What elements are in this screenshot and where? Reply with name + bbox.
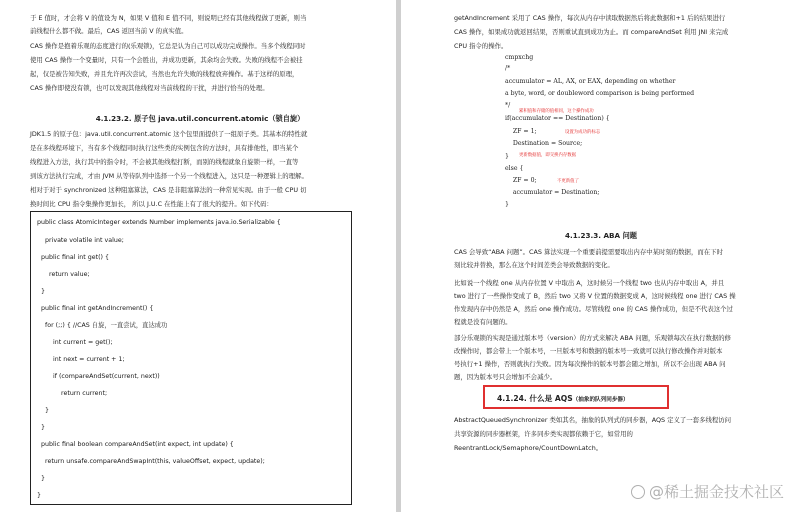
asm-line: */ bbox=[505, 102, 511, 109]
right-page bbox=[401, 0, 798, 512]
juejin-logo-icon bbox=[631, 485, 645, 499]
left-intro-line-1: 于 E 值时，才会将 V 的值设为 N，如果 V 值和 E 值不同，则说明已经有其他线程做了更新，则当 bbox=[30, 14, 307, 22]
atomic-line-2: 是在多线程环境下，当有多个线程同时执行这些类的实例包含的方法时，具有排他性，即当某个 bbox=[30, 144, 299, 152]
aba-line-6: 程就是没有问题的。 bbox=[454, 318, 512, 326]
asm-note-success: 设置为成功的标志 bbox=[565, 130, 601, 135]
asm-line: ZF = 0; bbox=[505, 177, 537, 184]
atomic-line-5: 相对于对于 synchronized 这种阻塞算法，CAS 是非阻塞算法的一种常见实现。由于一般 CPU 切 bbox=[30, 186, 307, 194]
code-line: return unsafe.compareAndSwapInt(this, valueOffset, expect, update); bbox=[37, 458, 265, 465]
asm-line: if(accumulator == Destination) { bbox=[505, 115, 610, 122]
code-block bbox=[30, 211, 352, 505]
code-line: if (compareAndSet(current, next)) bbox=[37, 373, 160, 380]
aba-line-5: 作发现内存中仍然是 A，然后 one 操作成功。尽管线程 one 的 CAS 操作成功，但是不代表这个过 bbox=[454, 305, 733, 313]
asm-line: } bbox=[505, 153, 509, 160]
code-line: } bbox=[37, 407, 50, 414]
aqs-line-3: ReentrantLock/Semaphore/CountDownLatch。 bbox=[454, 444, 603, 452]
code-line: } bbox=[37, 492, 42, 499]
aba-line-10: 题，因为版本号只会增加不会减少。 bbox=[454, 373, 557, 381]
right-intro-line-1: getAndIncrement 采用了 CAS 操作，每次从内存中读取数据然后将此数据和+1 后的结果进行 bbox=[454, 14, 726, 22]
left-intro-line-2: 前线程什么都不做。最后，CAS 返回当前 V 的真实值。 bbox=[30, 27, 188, 35]
aba-line-4: two 进行了一些操作变成了 B，然后 two 又将 V 位置的数据变成 A，这时候线程 one 进行 CAS 操 bbox=[454, 292, 736, 300]
left-intro-line-3: CAS 操作是抱着乐观的态度进行的(乐观锁)，它总是认为自己可以成功完成操作。当多个线程同时 bbox=[30, 42, 306, 50]
aqs-heading-subtitle: （抽象的队列同步器） bbox=[572, 397, 629, 403]
code-line: public final boolean compareAndSet(int expect, int update) { bbox=[37, 441, 234, 448]
code-line: } bbox=[37, 424, 46, 431]
section-heading-atomic: 4.1.23.2. 原子包 java.util.concurrent.atomic（锁自旋） bbox=[95, 114, 305, 123]
aba-line-7: 部分乐观锁的实现是通过版本号（version）的方式来解决 ABA 问题，乐观锁每次在执行数据的修 bbox=[454, 334, 732, 342]
cmpxchg-pseudocode bbox=[505, 52, 705, 208]
asm-line: ZF = 1; bbox=[505, 128, 537, 135]
right-intro-line-2: CAS 操作，如果成功就返回结果，否则重试直到成功为止。而 compareAndSet 利用 JNI 来完成 bbox=[454, 28, 729, 36]
code-line: private volatile int value; bbox=[37, 237, 124, 244]
code-line: public class AtomicInteger extends Number implements java.io.Serializable { bbox=[37, 219, 281, 226]
asm-note-swap: 更新数据值，即交换内存数据 bbox=[519, 153, 577, 158]
asm-line: a byte, word, or doubleword comparison is being performed bbox=[505, 90, 695, 97]
section-heading-aba: 4.1.23.3. ABA 问题 bbox=[565, 231, 637, 240]
left-intro-line-6: CAS 操作即使没有锁，也可以发现其他线程对当前线程的干扰，并进行恰当的处理。 bbox=[30, 84, 269, 92]
code-line: } bbox=[37, 475, 46, 482]
left-intro-line-5: 起，仅是被告知失败，并且允许再次尝试，当然也允许失败的线程放弃操作。基于这样的原理， bbox=[30, 70, 299, 78]
atomic-line-3: 线程进入方法，执行其中的指令时，不会被其他线程打断，而别的线程就象自旋锁一样，一直等 bbox=[30, 158, 299, 166]
atomic-line-6: 换时间比 CPU 指令集操作更加长， 所以 J.U.C 在性能上有了很大的提升。如下代码： bbox=[30, 200, 273, 208]
left-intro-line-4: 使用 CAS 操作一个变量时，只有一个会胜出，并成功更新，其余均会失败。失败的线程不会被挂 bbox=[30, 56, 303, 64]
right-intro-line-3: CPU 指令的操作。 bbox=[454, 42, 508, 50]
code-line-cas-loop: for (;;) { //CAS 自旋，一直尝试，直达成功 bbox=[37, 322, 168, 329]
asm-line: } bbox=[505, 201, 509, 208]
code-line: return value; bbox=[37, 271, 90, 278]
asm-line: accumulator = Destination; bbox=[505, 189, 600, 196]
code-line: int next = current + 1; bbox=[37, 356, 125, 363]
code-line: return current; bbox=[37, 390, 108, 397]
watermark bbox=[631, 481, 784, 502]
atomic-line-4: 到该方法执行完成，才由 JVM 从等待队列中选择一个另一个线程进入，这只是一种逻辑上的理解。 bbox=[30, 172, 308, 180]
atomic-line-1: JDK1.5 的原子包：java.util.concurrent.atomic 这个包里面提供了一组原子类。其基本的特性就 bbox=[30, 130, 308, 138]
aqs-line-1: AbstractQueuedSynchronizer 类如其名，抽象的队列式的同步器，AQS 定义了一套多线程访问 bbox=[454, 416, 732, 424]
aqs-heading-box bbox=[483, 385, 669, 409]
asm-note-equal: 累积值和存储的值相同，这个操作成功 bbox=[519, 109, 594, 114]
asm-line: accumulator = AL, AX, or EAX, depending on whether bbox=[505, 78, 676, 85]
watermark-text: @稀土掘金技术社区 bbox=[648, 483, 784, 501]
aba-line-1: CAS 会导致“ABA 问题”。CAS 算法实现一个重要前提需要取出内存中某时刻的数据，而在下时 bbox=[454, 248, 723, 256]
code-line: public final int get() { bbox=[37, 254, 109, 261]
aba-line-2: 刻比较并替换，那么在这个时间差类会导致数据的变化。 bbox=[454, 261, 614, 269]
aba-line-9: 号执行+1 操作，否则就执行失败。因为每次操作的版本号都会随之增加，所以不会出现 ABA 问 bbox=[454, 360, 726, 368]
asm-line: /* bbox=[505, 65, 511, 72]
aba-line-8: 改操作时，都会带上一个版本号，一旦版本号和数据的版本号一致就可以执行修改操作并对版本 bbox=[454, 347, 723, 355]
aba-line-3: 比如说一个线程 one 从内存位置 V 中取出 A，这时候另一个线程 two 也从内存中取出 A，并且 bbox=[454, 279, 725, 287]
code-line: int current = get(); bbox=[37, 339, 113, 346]
aqs-line-2: 共享资源的同步器框架，许多同步类实现都依赖于它，如常用的 bbox=[454, 430, 633, 438]
code-line: public final int getAndIncrement() { bbox=[37, 305, 154, 312]
aqs-heading-title: 4.1.24. 什么是 AQS bbox=[497, 394, 573, 403]
aqs-heading bbox=[497, 393, 629, 404]
left-page bbox=[0, 0, 396, 512]
asm-line: Destination = Source; bbox=[505, 140, 583, 147]
asm-line: else { bbox=[505, 165, 524, 172]
asm-note-no-update: 不更新值了 bbox=[557, 179, 579, 184]
asm-line: cmpxchg bbox=[505, 54, 534, 61]
code-line: } bbox=[37, 288, 46, 295]
